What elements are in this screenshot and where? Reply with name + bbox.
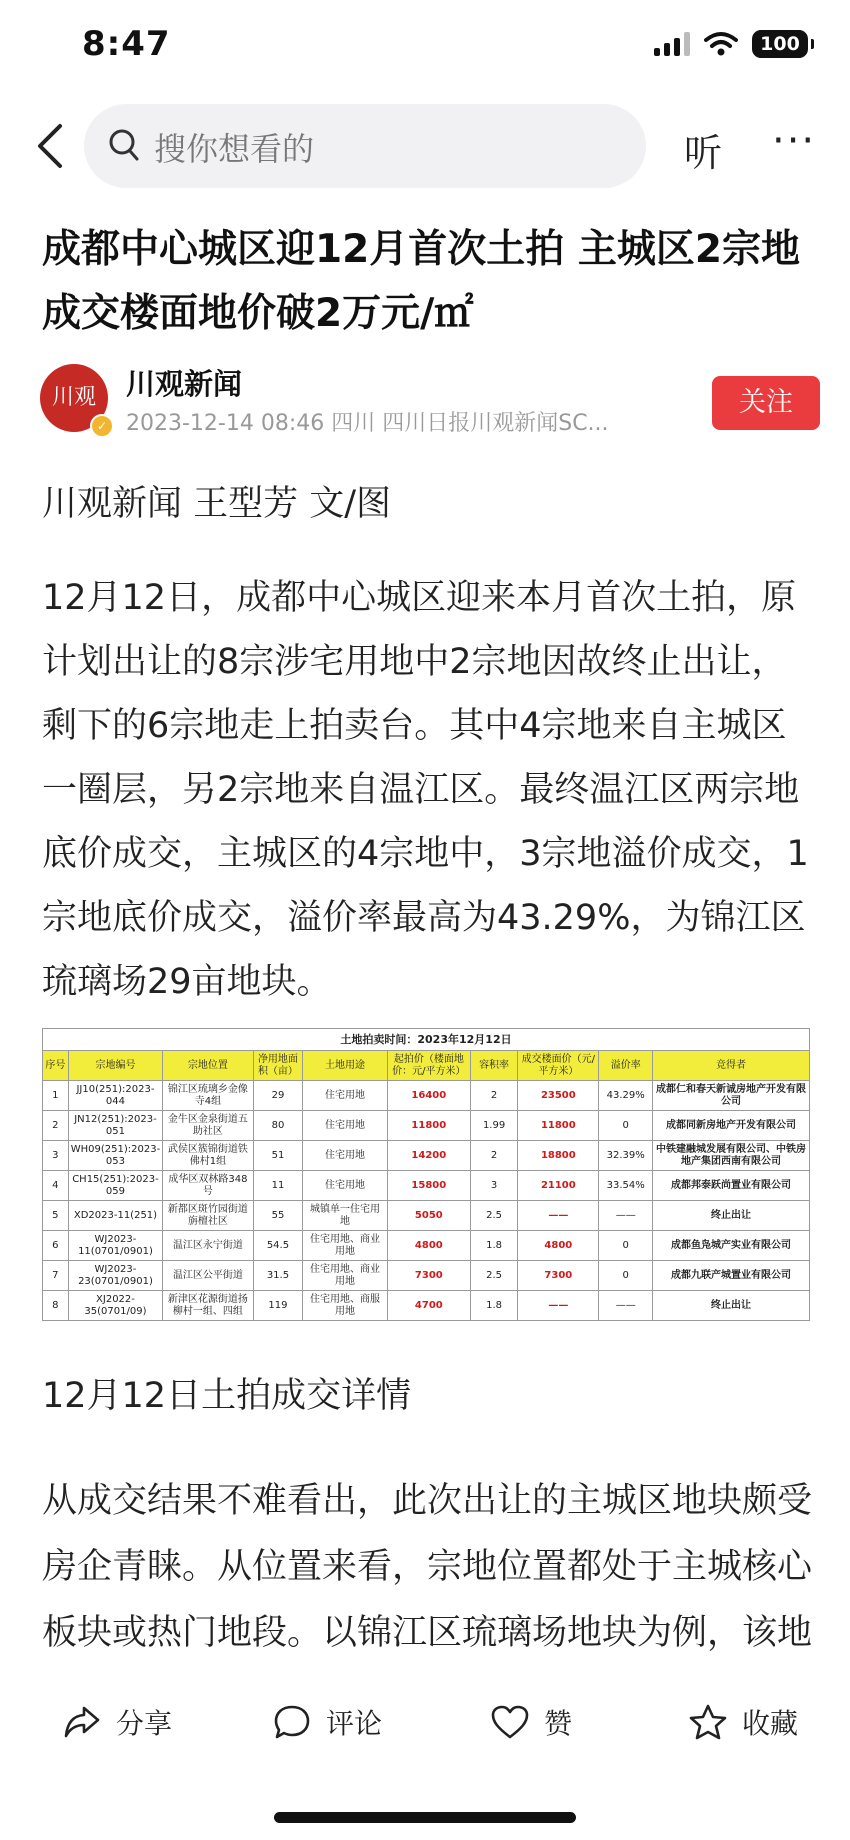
table-cell: ——	[599, 1201, 653, 1231]
table-cell: 2.5	[470, 1201, 518, 1231]
search-placeholder: 搜你想看的	[154, 130, 315, 168]
auction-table-image[interactable]	[42, 1028, 810, 1321]
table-cell: WH09(251):2023-053	[68, 1141, 162, 1171]
table-cell: JN12(251):2023-051	[68, 1111, 162, 1141]
table-cell: 住宅用地、商服用地	[303, 1291, 388, 1321]
comment-button[interactable]	[272, 1698, 382, 1746]
table-header-cell: 容积率	[470, 1051, 518, 1081]
share-button[interactable]	[62, 1698, 172, 1746]
table-cell: 0	[599, 1231, 653, 1261]
table-cell: 1.8	[470, 1291, 518, 1321]
table-cell: 5	[43, 1201, 69, 1231]
table-cell: 21100	[518, 1171, 599, 1201]
table-cell: 温江区公平街道	[163, 1261, 253, 1291]
table-header-cell: 序号	[43, 1051, 69, 1081]
table-cell: 锦江区琉璃乡金像寺4组	[163, 1081, 253, 1111]
table-cell: 住宅用地、商业用地	[303, 1261, 388, 1291]
table-cell: 31.5	[253, 1261, 303, 1291]
follow-button[interactable]: 关注	[712, 376, 820, 430]
article-title: 成都中心城区迎12月首次土拍 主城区2宗地成交楼面地价破2万元/㎡	[42, 227, 800, 336]
status-time: 8:47	[82, 24, 171, 64]
auction-table	[42, 1028, 810, 1321]
table-cell: 43.29%	[599, 1081, 653, 1111]
table-cell: 0	[599, 1261, 653, 1291]
table-row	[43, 1171, 810, 1201]
table-cell: 18800	[518, 1141, 599, 1171]
table-cell: 11800	[518, 1111, 599, 1141]
table-cell: ——	[599, 1291, 653, 1321]
table-cell: 5050	[387, 1201, 470, 1231]
table-cell: 温江区永宁街道	[163, 1231, 253, 1261]
table-row	[43, 1201, 810, 1231]
image-caption: 12月12日土拍成交详情	[42, 1376, 412, 1416]
star-icon	[688, 1703, 728, 1741]
search-icon	[108, 128, 142, 164]
table-row	[43, 1291, 810, 1321]
table-cell: 7	[43, 1261, 69, 1291]
article-paragraph: 12月12日，成都中心城区迎来本月首次土拍，原计划出让的8宗涉宅用地中2宗地因故终止出让，剩下的6宗地走上拍卖台。其中4宗地来自主城区一圈层，另2宗地来自温江区。最终温江区两宗地底价成交，主城区的4宗地中，3宗地溢价成交，1宗地底价成交，溢价率最高为43.29%，为锦江区琉璃场29亩地块。	[42, 578, 809, 1002]
table-cell: 住宅用地	[303, 1141, 388, 1171]
table-cell: 4800	[518, 1231, 599, 1261]
table-cell: 成都邦泰跃尚置业有限公司	[653, 1171, 810, 1201]
author-name[interactable]: 川观新闻	[126, 367, 243, 401]
table-cell: 住宅用地	[303, 1111, 388, 1141]
table-cell: 8	[43, 1291, 69, 1321]
table-cell: 城镇单一住宅用地	[303, 1201, 388, 1231]
table-row	[43, 1231, 810, 1261]
table-header-cell: 净用地面积（亩）	[253, 1051, 303, 1081]
table-cell: 80	[253, 1111, 303, 1141]
table-cell: XD2023-11(251)	[68, 1201, 162, 1231]
table-cell: 1.8	[470, 1231, 518, 1261]
table-cell: 7300	[518, 1261, 599, 1291]
table-cell: CH15(251):2023-059	[68, 1171, 162, 1201]
table-cell: 中铁建融城发展有限公司、中铁房地产集团西南有限公司	[653, 1141, 810, 1171]
author-meta: 2023-12-14 08:46 四川 四川日报川观新闻SC...	[126, 411, 609, 436]
table-cell: 23500	[518, 1081, 599, 1111]
table-cell: 终止出让	[653, 1291, 810, 1321]
table-cell: 29	[253, 1081, 303, 1111]
table-header-cell: 成交楼面价（元/平方米）	[518, 1051, 599, 1081]
table-cell: 成都仁和春天新诚房地产开发有限公司	[653, 1081, 810, 1111]
like-label: 赞	[544, 1707, 573, 1740]
table-row	[43, 1081, 810, 1111]
table-cell: 终止出让	[653, 1201, 810, 1231]
more-icon[interactable]: ···	[772, 118, 817, 164]
top-nav	[0, 100, 850, 192]
table-header-cell: 土地用途	[303, 1051, 388, 1081]
avatar[interactable]: 川观	[40, 364, 108, 432]
table-cell: 2	[470, 1081, 518, 1111]
table-body	[43, 1081, 810, 1321]
table-cell: WJ2023-23(0701/0901)	[68, 1261, 162, 1291]
table-cell: ——	[518, 1201, 599, 1231]
table-cell: 3	[470, 1171, 518, 1201]
verified-badge-icon: ✓	[90, 414, 114, 438]
back-icon[interactable]	[30, 120, 74, 172]
table-cell: 新津区花源街道扬柳村一组、四组	[163, 1291, 253, 1321]
table-cell: 住宅用地	[303, 1081, 388, 1111]
table-cell: 4700	[387, 1291, 470, 1321]
table-cell: 51	[253, 1141, 303, 1171]
collect-button[interactable]	[688, 1698, 798, 1746]
table-cell: 新都区斑竹园街道旃檀社区	[163, 1201, 253, 1231]
table-cell: 55	[253, 1201, 303, 1231]
share-icon	[62, 1704, 102, 1740]
table-row	[43, 1111, 810, 1141]
table-cell: 2	[470, 1141, 518, 1171]
table-cell: 16400	[387, 1081, 470, 1111]
table-cell: 成都鱼凫城产实业有限公司	[653, 1231, 810, 1261]
table-cell: ——	[518, 1291, 599, 1321]
table-cell: 住宅用地	[303, 1171, 388, 1201]
byline: 川观新闻 王型芳 文/图	[42, 484, 392, 524]
collect-label: 收藏	[742, 1707, 799, 1740]
table-cell: 成华区双林路348号	[163, 1171, 253, 1201]
comment-icon	[272, 1703, 312, 1741]
table-caption: 土地拍卖时间：2023年12月12日	[43, 1029, 810, 1051]
wifi-icon	[704, 31, 738, 57]
comment-label: 评论	[326, 1707, 383, 1740]
signal-icon	[654, 32, 690, 56]
table-header-row	[43, 1051, 810, 1081]
like-button[interactable]	[490, 1698, 572, 1746]
table-cell: 成都同新房地产开发有限公司	[653, 1111, 810, 1141]
table-cell: JJ10(251):2023-044	[68, 1081, 162, 1111]
status-icons	[654, 30, 808, 58]
table-cell: 1	[43, 1081, 69, 1111]
table-cell: 11	[253, 1171, 303, 1201]
author-row	[40, 362, 820, 442]
table-header-cell: 宗地位置	[163, 1051, 253, 1081]
table-cell: WJ2023-11(0701/0901)	[68, 1231, 162, 1261]
status-bar	[0, 0, 850, 92]
table-cell: 4800	[387, 1231, 470, 1261]
table-cell: 住宅用地、商业用地	[303, 1231, 388, 1261]
table-cell: 1.99	[470, 1111, 518, 1141]
table-cell: 成都九联产城置业有限公司	[653, 1261, 810, 1291]
table-cell: 7300	[387, 1261, 470, 1291]
table-cell: XJ2022-35(0701/09)	[68, 1291, 162, 1321]
table-cell: 武侯区簇锦街道铁佛村1组	[163, 1141, 253, 1171]
table-header-cell: 溢价率	[599, 1051, 653, 1081]
table-cell: 11800	[387, 1111, 470, 1141]
home-indicator	[274, 1812, 576, 1823]
table-cell: 2.5	[470, 1261, 518, 1291]
share-label: 分享	[116, 1707, 173, 1740]
table-cell: 32.39%	[599, 1141, 653, 1171]
search-input[interactable]	[84, 104, 646, 188]
table-cell: 33.54%	[599, 1171, 653, 1201]
table-cell: 6	[43, 1231, 69, 1261]
table-header-cell: 宗地编号	[68, 1051, 162, 1081]
table-cell: 0	[599, 1111, 653, 1141]
listen-button[interactable]: 听	[684, 131, 723, 175]
table-cell: 119	[253, 1291, 303, 1321]
table-cell: 54.5	[253, 1231, 303, 1261]
table-cell: 2	[43, 1111, 69, 1141]
table-cell: 4	[43, 1171, 69, 1201]
table-cell: 金牛区金泉街道五助社区	[163, 1111, 253, 1141]
battery-icon: 100	[752, 30, 808, 58]
table-cell: 14200	[387, 1141, 470, 1171]
table-row	[43, 1141, 810, 1171]
article-paragraph: 从成交结果不难看出，此次出让的主城区地块颇受房企青睐。从位置来看，宗地位置都处于主城核心板块或热门地段。以锦江区琉璃场地块为例，该地	[42, 1481, 812, 1653]
table-header-cell: 竞得者	[653, 1051, 810, 1081]
table-row	[43, 1261, 810, 1291]
heart-icon	[490, 1704, 530, 1740]
table-header-cell: 起拍价（楼面地价：元/平方米）	[387, 1051, 470, 1081]
table-cell: 15800	[387, 1171, 470, 1201]
table-cell: 3	[43, 1141, 69, 1171]
